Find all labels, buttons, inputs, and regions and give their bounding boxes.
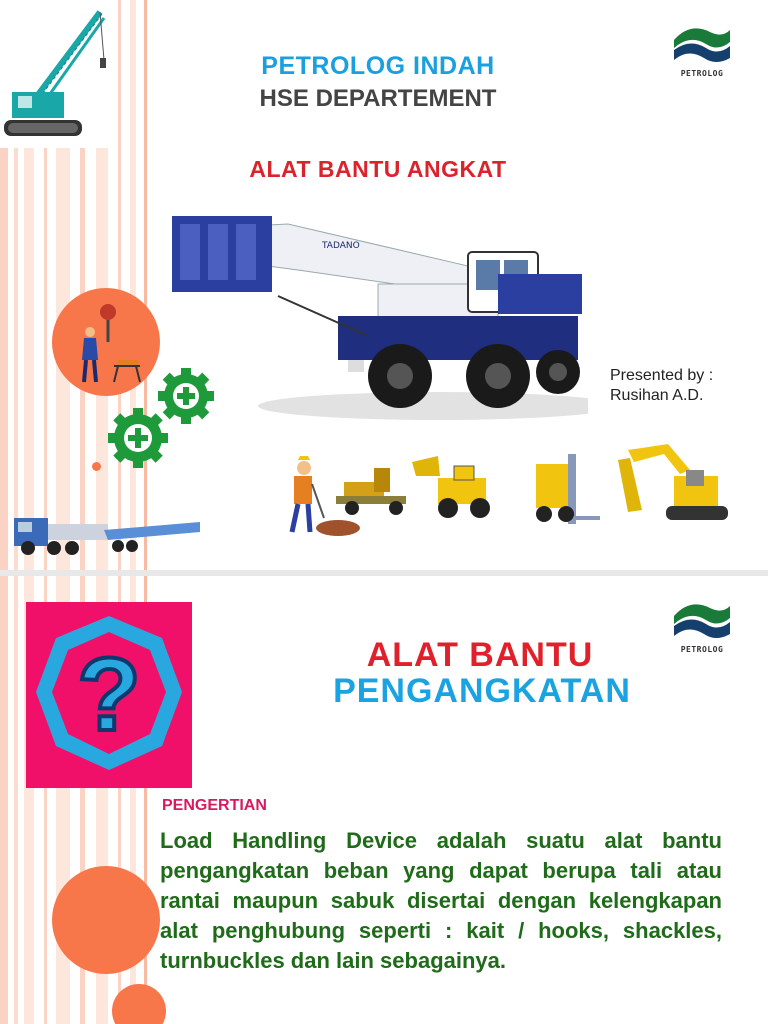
slide2-title-line1: ALAT BANTU <box>366 636 594 674</box>
presented-by-label: Presented by : <box>610 367 714 384</box>
presented-by <box>610 366 713 406</box>
petrolog-logo-icon <box>670 22 734 64</box>
question-mark-image <box>26 602 192 788</box>
logo-text: PETROLOG <box>680 69 724 78</box>
slide2-title-line2: PENGANGKATAN <box>333 672 631 710</box>
section-heading: PENGERTIAN <box>162 797 267 814</box>
question-mark-icon <box>26 602 192 788</box>
lowboy-truck-image <box>14 504 204 560</box>
orange-circle-small <box>112 984 166 1024</box>
gears-icon <box>106 368 218 470</box>
crawler-crane-image <box>0 0 118 148</box>
logo-text: PETROLOG <box>680 645 724 654</box>
department-name: HSE DEPARTEMENT <box>259 85 497 112</box>
construction-equipment-image <box>278 440 734 544</box>
petrolog-logo-icon <box>670 598 734 640</box>
slide-subtitle: ALAT BANTU ANGKAT <box>249 156 507 182</box>
petrolog-logo <box>670 598 734 658</box>
mobile-crane-image <box>168 196 588 426</box>
petrolog-logo <box>670 22 734 82</box>
orange-circle-large <box>52 866 160 974</box>
orange-dot <box>92 462 101 471</box>
question-mark-glyph: ? <box>77 637 141 753</box>
crane-brand-label: TADANO <box>322 241 360 251</box>
definition-paragraph: Load Handling Device adalah suatu alat bantu pengangkatan beban yang dapat berupa tali atau rantai maupun sabuk disertai dengan kelengkapan alat penghubung seperti : kait / hooks, shackles, turnbuckles dan lain sebagainya. <box>160 828 722 973</box>
company-name: PETROLOG INDAH <box>261 52 495 80</box>
presenter-name: Rusihan A.D. <box>610 387 704 404</box>
